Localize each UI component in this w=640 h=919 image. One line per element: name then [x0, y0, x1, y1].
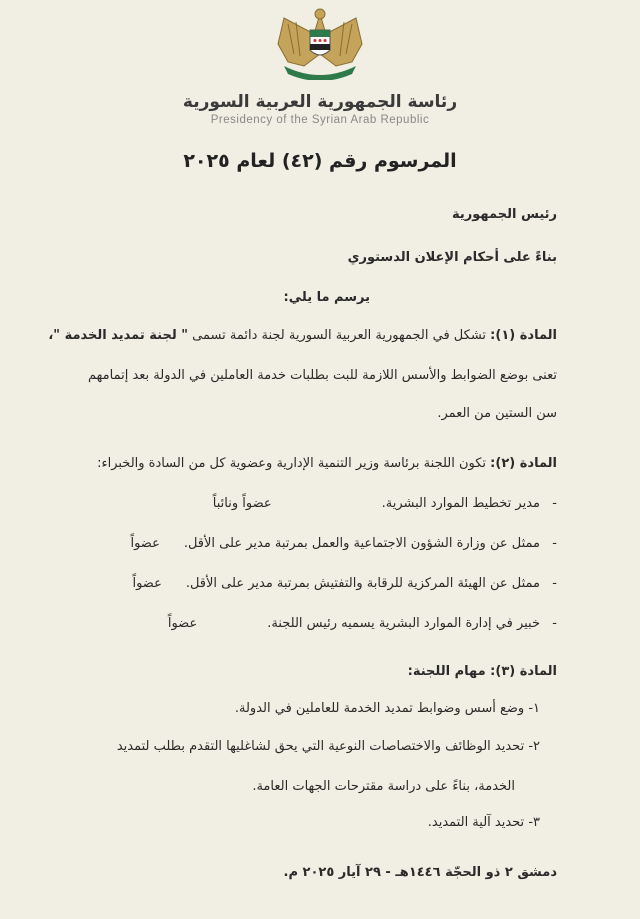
member-name: ممثل عن الهيئة المركزية للرقابة والتفتيش بمرتبة مدير على الأقل.: [185, 576, 540, 591]
decree-statement: يرسم ما يلي:: [283, 290, 370, 305]
member-name: خبير في إدارة الموارد البشرية يسميه رئيس اللجنة.: [267, 616, 540, 631]
task-item: ٣- تحديد آلية التمديد.: [427, 815, 540, 830]
decree-title: المرسوم رقم (٤٢) لعام ٢٠٢٥: [183, 150, 457, 172]
task-item-continued: الخدمة، بناءً على دراسة مقترحات الجهات العامة.: [252, 779, 515, 794]
member-item: [30, 574, 557, 594]
decree-body: [30, 185, 557, 903]
syrian-eagle-emblem: [274, 4, 366, 80]
member-dash: -: [552, 496, 557, 511]
task-item: ١- وضع أسس وضوابط تمديد الخدمة للعاملين في الدولة.: [234, 701, 540, 716]
article2-intro: [30, 454, 557, 474]
member-role: عضواً ونائباً: [212, 496, 272, 511]
member-dash: -: [552, 616, 557, 631]
article2-text: تكون اللجنة برئاسة وزير التنمية الإدارية وعضوية كل من السادة والخبراء:: [97, 456, 491, 471]
article1-line1: [30, 326, 557, 346]
committee-name: " لجنة تمديد الخدمة "،: [48, 328, 189, 343]
letterhead-arabic: رئاسة الجمهورية العربية السورية: [182, 92, 458, 112]
article2-label: المادة (٢):: [490, 456, 557, 471]
member-dash: -: [552, 536, 557, 551]
member-item: [30, 614, 557, 634]
member-name: ممثل عن وزارة الشؤون الاجتماعية والعمل بمرتبة مدير على الأقل.: [183, 536, 540, 551]
article3-label: المادة (٣): مهام اللجنة:: [407, 664, 557, 679]
member-role: عضواً: [132, 576, 162, 591]
issue-date: دمشق ٢ ذو الحجّة ١٤٤٦هـ - ٢٩ آيار ٢٠٢٥ م.: [283, 865, 557, 880]
letterhead-english: Presidency of the Syrian Arab Republic: [210, 114, 430, 126]
article1-line2: تعنى بوضع الضوابط والأسس اللازمة للبت بطلبات خدمة العاملين في الدولة بعد إتمامهم: [88, 368, 557, 383]
member-role: عضواً: [130, 536, 160, 551]
article1-line3: سن الستين من العمر.: [437, 406, 557, 421]
member-item: [30, 534, 557, 554]
article1-text: تشكل في الجمهورية العربية السورية لجنة دائمة تسمى: [188, 328, 491, 343]
member-name: مدير تخطيط الموارد البشرية.: [381, 496, 540, 511]
member-dash: -: [552, 576, 557, 591]
member-item: [30, 494, 557, 514]
issuer: رئيس الجمهورية: [452, 207, 557, 222]
article1-label: المادة (١):: [490, 328, 557, 343]
member-role: عضواً: [167, 616, 198, 631]
constitutional-basis: بناءً على أحكام الإعلان الدستوري: [347, 250, 557, 265]
task-item: ٢- تحديد الوظائف والاختصاصات النوعية التي يحق لشاغليها التقدم بطلب لتمديد: [116, 739, 540, 754]
